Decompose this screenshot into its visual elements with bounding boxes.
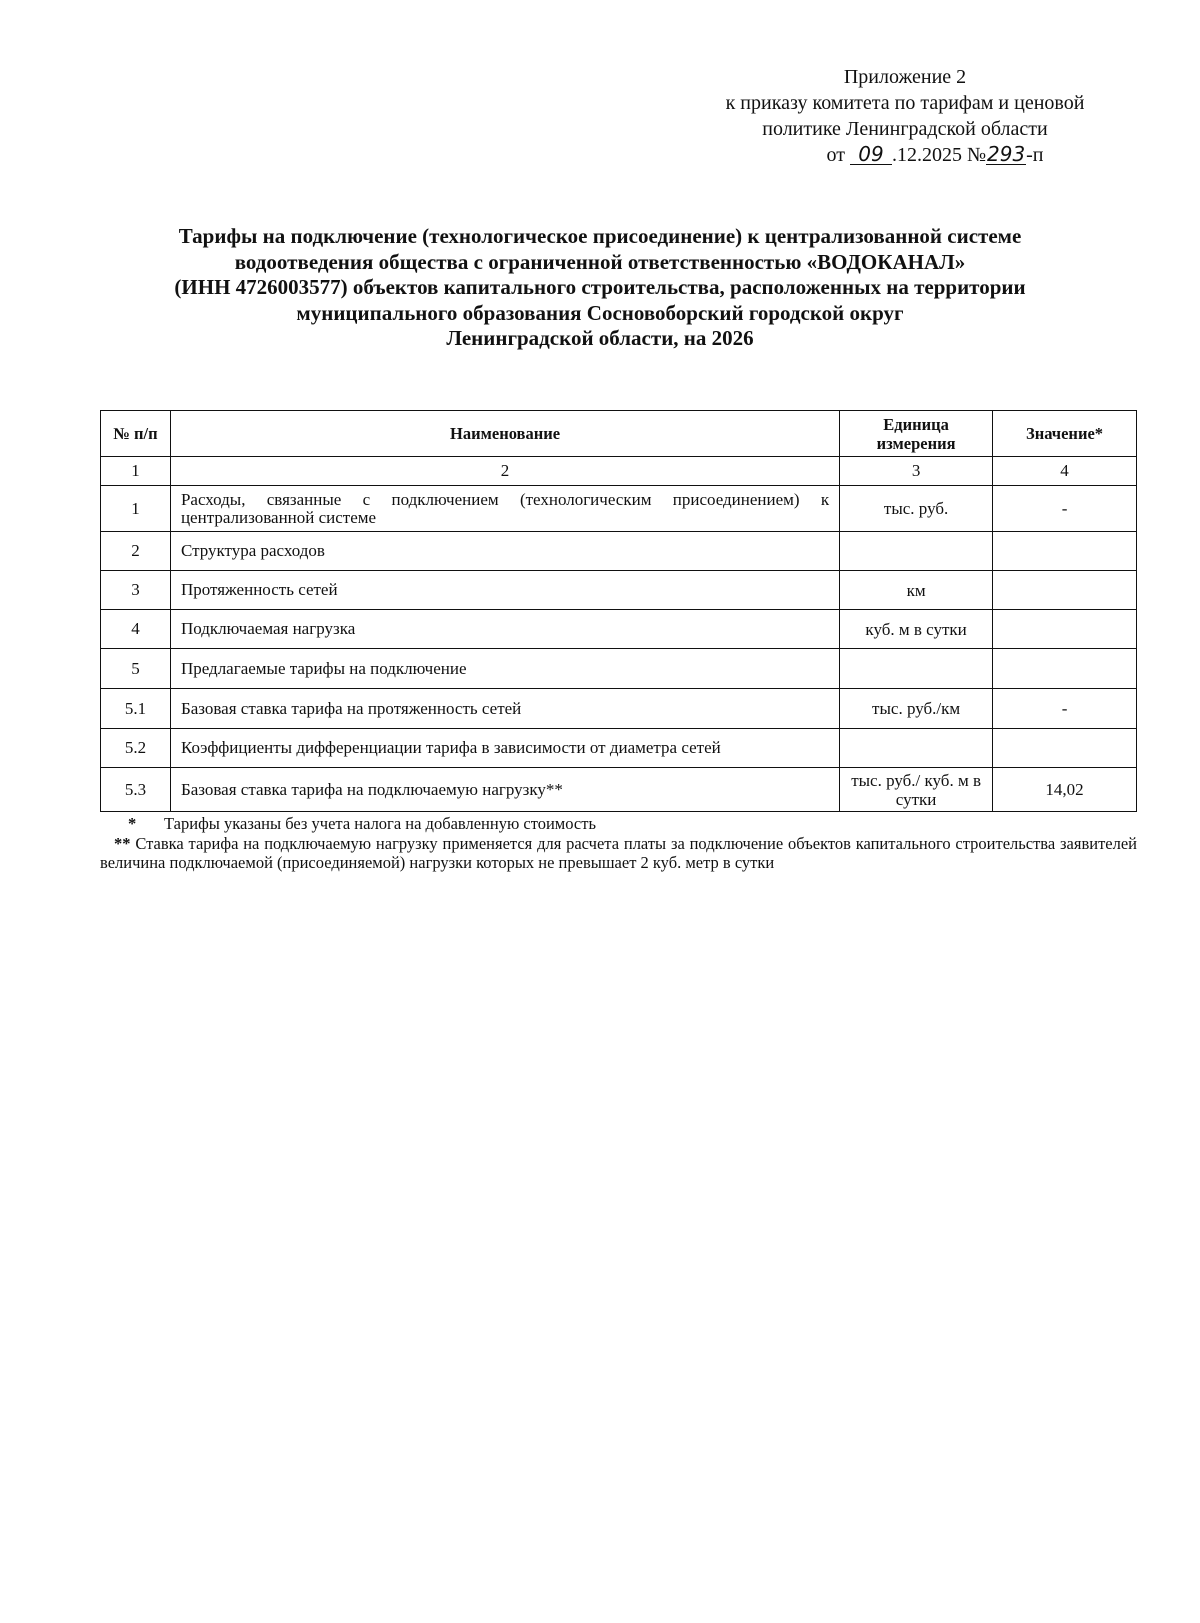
row-name: Протяженность сетей [170, 571, 839, 610]
appendix-day-handwritten: 09 [850, 144, 892, 165]
row-value [993, 571, 1137, 610]
table-row [101, 532, 1137, 571]
row-num: 5.1 [101, 689, 171, 729]
row-name: Базовая ставка тарифа на протяженность сетей [170, 689, 839, 729]
row-unit [840, 649, 993, 689]
appendix-committee: политике Ленинградской области [762, 118, 1048, 140]
table-row [101, 729, 1137, 768]
title-line-1: Тарифы на подключение (технологическое присоединение) к централизованной системе [178, 224, 1022, 248]
table-row [101, 571, 1137, 610]
appendix-number: Приложение 2 [843, 66, 967, 88]
row-name: Структура расходов [170, 532, 839, 571]
row-num: 5.2 [101, 729, 171, 768]
row-unit: км [840, 571, 993, 610]
row-num: 3 [101, 571, 171, 610]
row-unit [840, 729, 993, 768]
document-title [100, 224, 1100, 352]
column-number: 3 [840, 457, 993, 486]
header-num: № п/п [101, 411, 171, 457]
table-row [101, 486, 1137, 532]
row-unit: тыс. руб./ куб. м в сутки [840, 768, 993, 812]
appendix-date-rest: .12.2025 № [892, 144, 987, 166]
title-line-4: муниципального образования Сосновоборский городской округ [296, 300, 904, 325]
row-unit [840, 532, 993, 571]
row-name: Базовая ставка тарифа на подключаемую нагрузку** [170, 768, 839, 812]
footnote-text: Ставка тарифа на подключаемую нагрузку применяется для расчета платы за подключение объектов капитального строительства заявителей величина подключаемой (присоединяемой) нагрузки которых не превышает 2 куб. метр в сутки [100, 833, 1137, 872]
table-row [101, 649, 1137, 689]
row-value: - [993, 486, 1137, 532]
appendix-order-number-handwritten: 293 [987, 142, 1026, 166]
row-value [993, 532, 1137, 571]
footnote-vat [100, 814, 1137, 834]
title-line-3: (ИНН 4726003577) объектов капитального строительства, расположенных на территории [174, 275, 1026, 299]
row-value: - [993, 689, 1137, 729]
column-numbers-row [101, 457, 1137, 486]
header-value: Значение* [993, 411, 1137, 457]
row-num: 5.3 [101, 768, 171, 812]
header-unit: Единица измерения [840, 411, 993, 457]
footnote-mark: ** [114, 833, 131, 853]
footnote-load-rate [100, 834, 1137, 873]
row-name: Расходы, связанные с подключением (технологическим присоединением) к централизованной системе [170, 486, 839, 532]
tariff-table [100, 410, 1137, 812]
row-unit: тыс. руб./км [840, 689, 993, 729]
footnote-text: Тарифы указаны без учета налога на добавленную стоимость [164, 814, 596, 833]
table-row [101, 768, 1137, 812]
appendix-date-prefix: от [826, 144, 845, 166]
footnotes [100, 814, 1137, 873]
appendix-date-line [640, 142, 1170, 168]
row-name: Подключаемая нагрузка [170, 610, 839, 649]
row-value [993, 649, 1137, 689]
appendix-header [640, 64, 1170, 168]
title-line-5: Ленинградской области, на 2026 [446, 326, 754, 350]
row-num: 4 [101, 610, 171, 649]
row-unit: тыс. руб. [840, 486, 993, 532]
row-name: Коэффициенты дифференциации тарифа в зависимости от диаметра сетей [170, 729, 839, 768]
footnote-mark: * [128, 814, 137, 833]
appendix-order-suffix: -п [1026, 144, 1044, 166]
table-row [101, 610, 1137, 649]
row-num: 2 [101, 532, 171, 571]
appendix-order-ref: к приказу комитета по тарифам и ценовой [725, 92, 1085, 114]
column-number: 1 [101, 457, 171, 486]
row-value: 14,02 [993, 768, 1137, 812]
row-value [993, 729, 1137, 768]
header-name: Наименование [170, 411, 839, 457]
table-header-row [101, 411, 1137, 457]
column-number: 2 [170, 457, 839, 486]
title-line-2: водоотведения общества с ограниченной ответственностью «ВОДОКАНАЛ» [234, 249, 966, 274]
row-num: 1 [101, 486, 171, 532]
column-number: 4 [993, 457, 1137, 486]
row-value [993, 610, 1137, 649]
row-name: Предлагаемые тарифы на подключение [170, 649, 839, 689]
row-unit: куб. м в сутки [840, 610, 993, 649]
table-row [101, 689, 1137, 729]
row-num: 5 [101, 649, 171, 689]
